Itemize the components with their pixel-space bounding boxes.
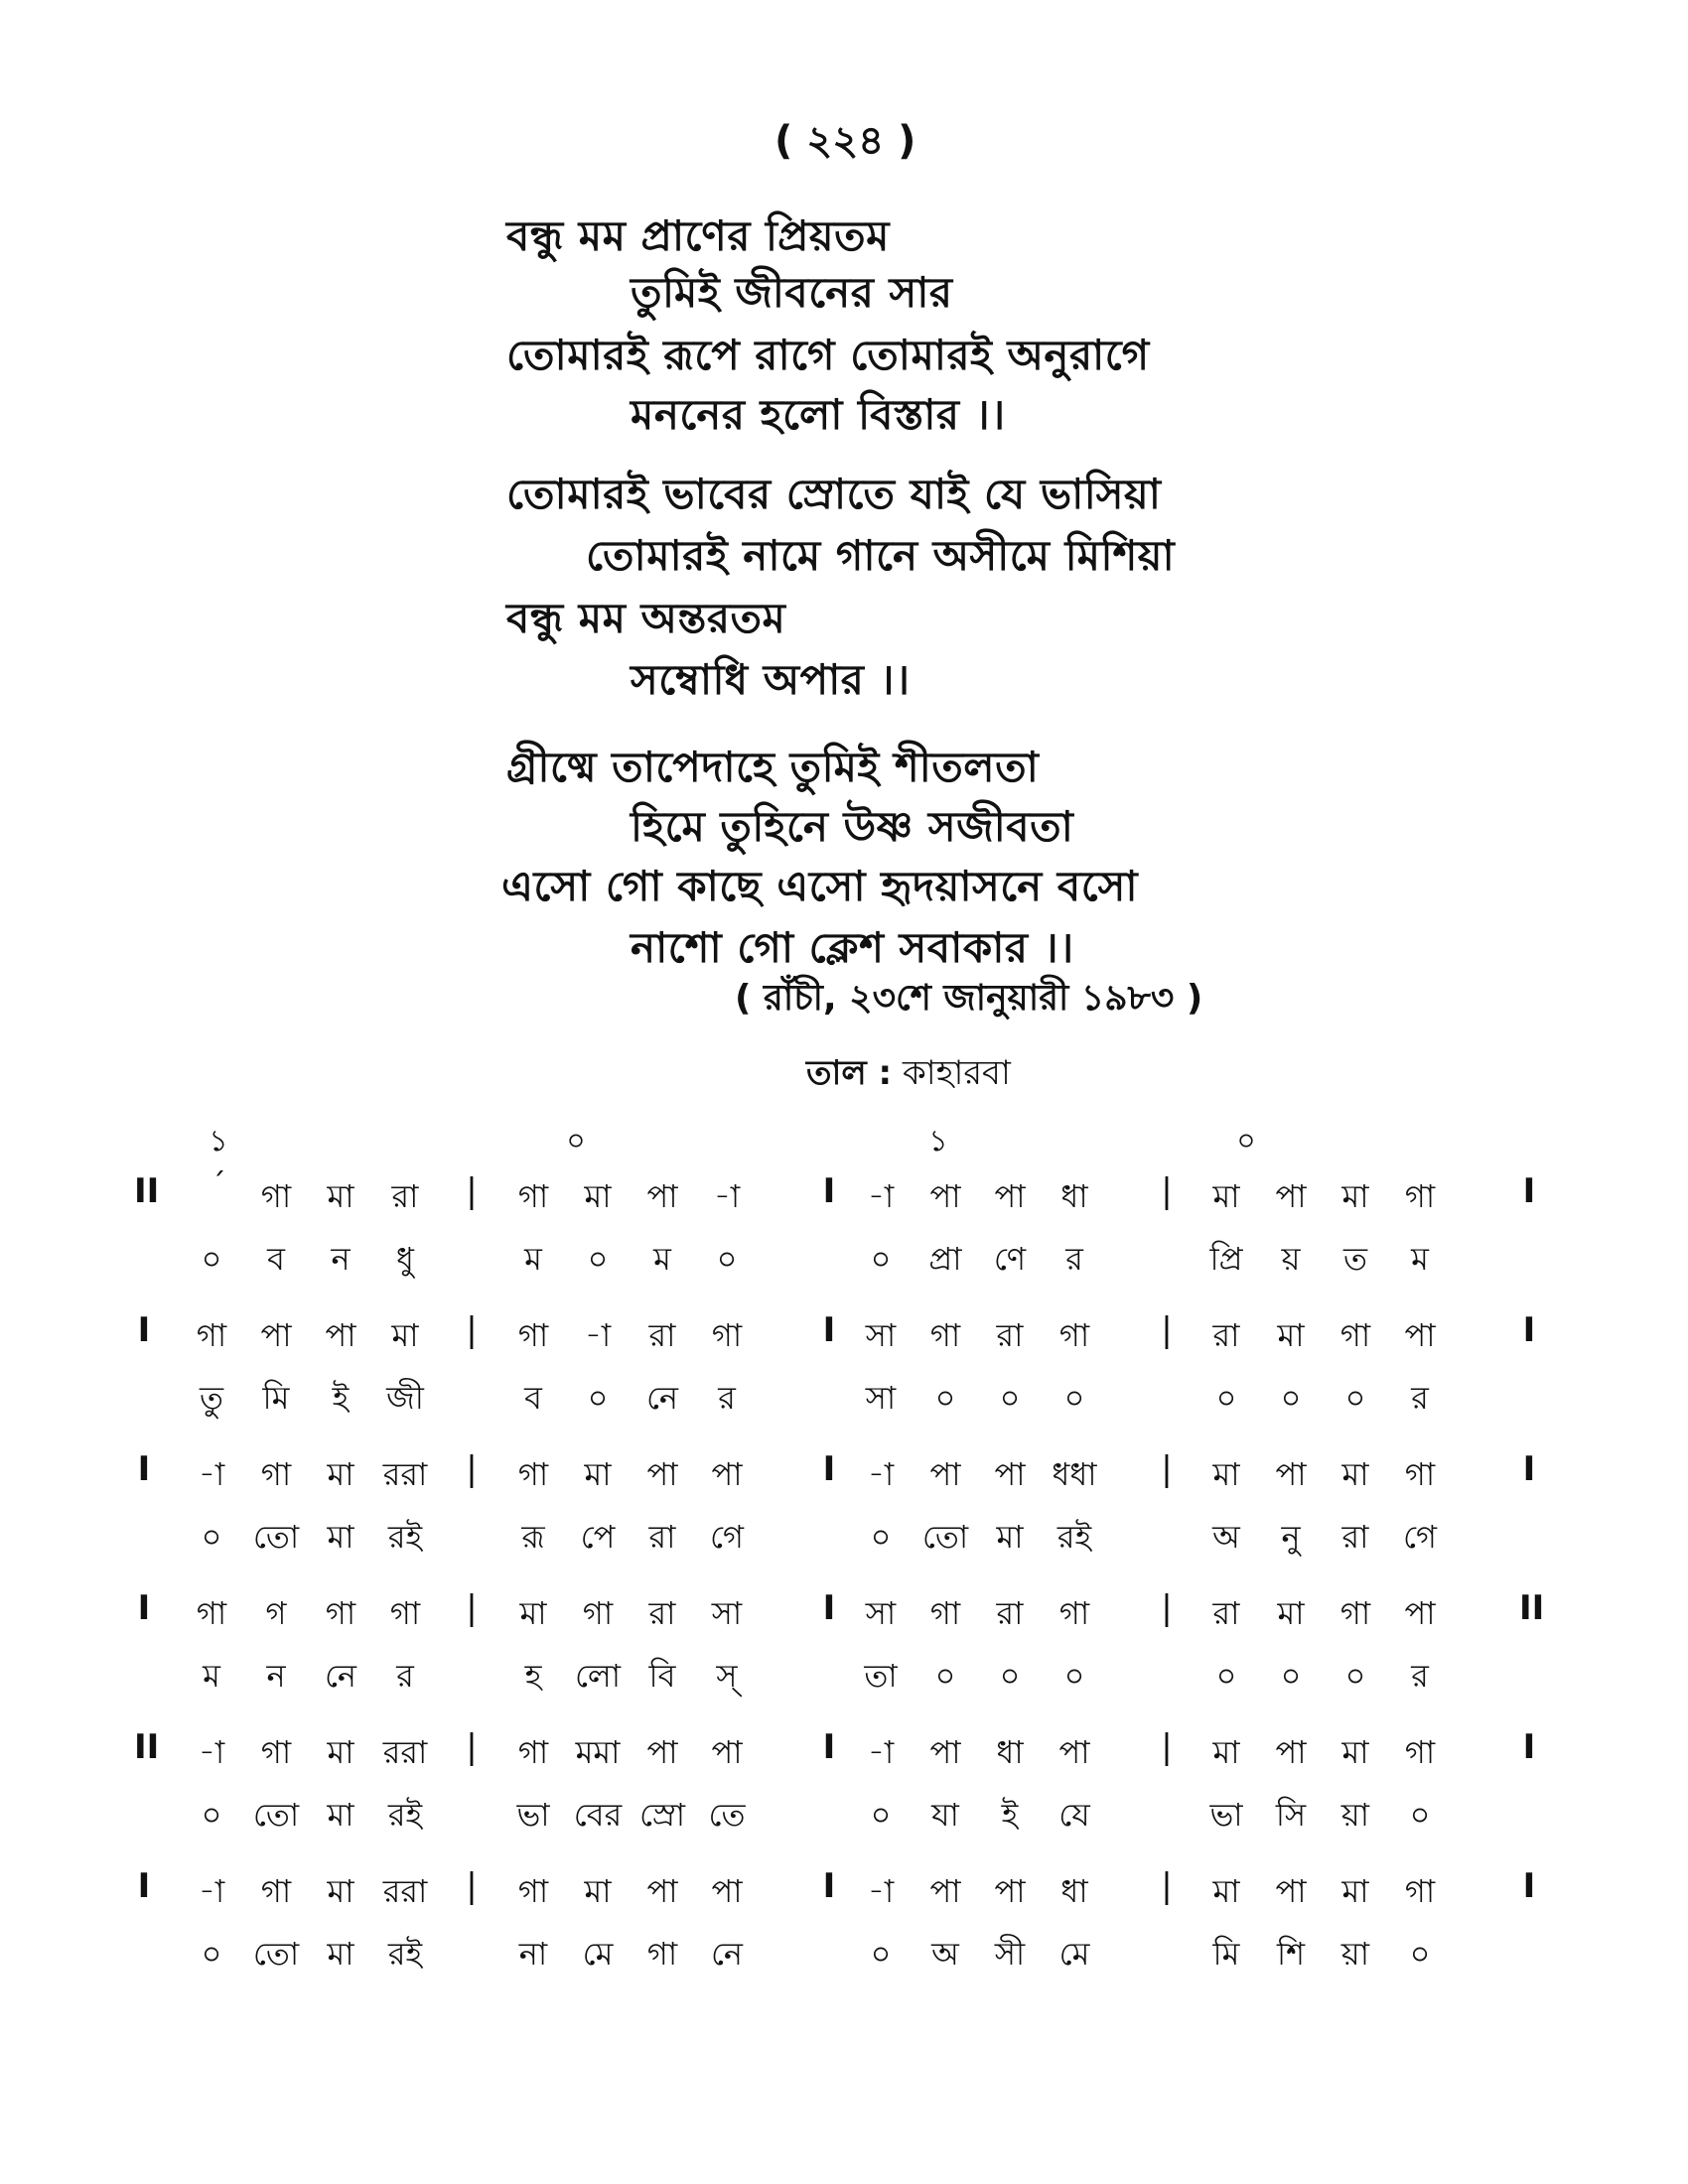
swara-note: গা xyxy=(1404,1177,1436,1215)
bar-line: | xyxy=(1161,1727,1173,1767)
swara-note: গা xyxy=(929,1316,961,1354)
swara-note: রা xyxy=(1212,1316,1240,1354)
word-syllable: রা xyxy=(648,1518,676,1556)
word-line xyxy=(0,1790,1688,1840)
swara-note: পা xyxy=(711,1733,743,1771)
word-syllable: গে xyxy=(710,1518,744,1556)
word-syllable: নু xyxy=(1281,1518,1301,1556)
swara-note: মা xyxy=(584,1177,612,1215)
word-syllable: রই xyxy=(387,1935,423,1973)
swara-note: -া xyxy=(198,1872,225,1910)
word-syllable: জী xyxy=(386,1379,424,1417)
beat-mark: ১ xyxy=(928,1124,948,1159)
word-syllable: ০ xyxy=(201,1796,222,1834)
swara-note: পা xyxy=(1275,1733,1307,1771)
swara-note: গা xyxy=(517,1316,549,1354)
bar-line: | xyxy=(466,1310,478,1350)
bar-line: I xyxy=(137,1449,151,1489)
word-syllable: ০ xyxy=(201,1518,222,1556)
swara-note: -া xyxy=(198,1455,225,1493)
word-line xyxy=(0,1651,1688,1701)
word-syllable: মা xyxy=(327,1935,354,1973)
swara-note: মা xyxy=(1212,1733,1240,1771)
word-syllable: তো xyxy=(921,1518,969,1556)
swara-note: ধা xyxy=(1060,1177,1088,1215)
swara-note: পা xyxy=(1404,1316,1436,1354)
swara-note: -া xyxy=(713,1177,741,1215)
lyric-line: তুমিই জীবনের সার xyxy=(631,268,953,317)
word-syllable: ০ xyxy=(1215,1657,1237,1695)
word-line xyxy=(0,1929,1688,1979)
word-line xyxy=(0,1234,1688,1284)
word-syllable: গে xyxy=(1403,1518,1437,1556)
swara-note: ররা xyxy=(382,1872,428,1910)
word-syllable: নে xyxy=(324,1657,357,1695)
word-line xyxy=(0,1373,1688,1423)
word-syllable: গা xyxy=(646,1935,678,1973)
swara-note: পা xyxy=(646,1177,678,1215)
swara-note: পা xyxy=(325,1316,356,1354)
swara-note: মা xyxy=(1341,1733,1369,1771)
swara-note: রা xyxy=(1212,1594,1240,1632)
bar-line: I xyxy=(822,1171,836,1211)
swara-note: গা xyxy=(389,1594,421,1632)
word-syllable: য়া xyxy=(1340,1935,1370,1973)
swara-note: গ xyxy=(265,1594,287,1632)
lyric-line: নাশো গো ক্লেশ সবাকার ।। xyxy=(631,923,1074,972)
swara-note: গা xyxy=(325,1594,356,1632)
word-syllable: ০ xyxy=(1063,1379,1085,1417)
swara-note: গা xyxy=(260,1177,292,1215)
swara-note: মা xyxy=(1277,1594,1305,1632)
word-syllable: মে xyxy=(1058,1935,1090,1973)
word-syllable: ০ xyxy=(999,1379,1021,1417)
swara-line xyxy=(0,1449,1688,1499)
swara-note: গা xyxy=(1058,1594,1090,1632)
word-syllable: ০ xyxy=(201,1240,222,1278)
swara-note: মা xyxy=(1277,1316,1305,1354)
swara-note: গা xyxy=(1339,1594,1371,1632)
swara-line xyxy=(0,1866,1688,1916)
bar-line: I xyxy=(137,1866,151,1906)
word-syllable: ন xyxy=(266,1657,286,1695)
word-syllable: র xyxy=(1065,1240,1083,1278)
word-syllable: যা xyxy=(931,1796,959,1834)
swara-note: মা xyxy=(327,1177,354,1215)
word-syllable: ব xyxy=(524,1379,542,1417)
page-number: ( ২২৪ ) xyxy=(774,118,916,164)
bar-line: | xyxy=(466,1866,478,1906)
bar-line: I xyxy=(822,1866,836,1906)
word-syllable: সি xyxy=(1275,1796,1307,1834)
bar-line: | xyxy=(466,1588,478,1628)
word-syllable: তা xyxy=(864,1657,898,1695)
word-syllable: রা xyxy=(1341,1518,1369,1556)
word-syllable: ০ xyxy=(870,1796,892,1834)
word-syllable: ০ xyxy=(1344,1657,1366,1695)
word-syllable: ধু xyxy=(396,1240,414,1278)
word-syllable: র xyxy=(1411,1657,1429,1695)
word-syllable: ০ xyxy=(934,1379,956,1417)
word-syllable: তু xyxy=(199,1379,223,1417)
word-line xyxy=(0,1512,1688,1562)
bar-line: | xyxy=(466,1727,478,1767)
word-syllable: র xyxy=(1411,1379,1429,1417)
swara-note: পা xyxy=(994,1177,1026,1215)
word-syllable: হ xyxy=(524,1657,542,1695)
swara-note: পা xyxy=(1275,1455,1307,1493)
swara-note: গা xyxy=(1404,1455,1436,1493)
word-syllable: লো xyxy=(574,1657,622,1695)
bar-line: | xyxy=(1161,1588,1173,1628)
swara-note: ধধা xyxy=(1052,1455,1097,1493)
bar-line: II xyxy=(134,1727,160,1767)
swara-note: সা xyxy=(865,1594,897,1632)
word-syllable: ভা xyxy=(1209,1796,1243,1834)
bar-line: | xyxy=(1161,1171,1173,1211)
word-syllable: ই xyxy=(1001,1796,1019,1834)
swara-note: গা xyxy=(1404,1733,1436,1771)
word-syllable: ণে xyxy=(993,1240,1027,1278)
word-syllable: অ xyxy=(1212,1518,1240,1556)
word-syllable: সী xyxy=(994,1935,1026,1973)
word-syllable: ভা xyxy=(516,1796,550,1834)
swara-note: মা xyxy=(1341,1177,1369,1215)
bar-line: I xyxy=(822,1588,836,1628)
word-syllable: নে xyxy=(710,1935,744,1973)
swara-note: মা xyxy=(391,1316,419,1354)
word-syllable: প্রি xyxy=(1209,1240,1243,1278)
word-syllable: ০ xyxy=(587,1240,609,1278)
swara-note: পা xyxy=(711,1455,743,1493)
bar-line: I xyxy=(1522,1310,1536,1350)
swara-note: পা xyxy=(646,1733,678,1771)
bar-line: II xyxy=(1519,1588,1545,1628)
swara-note: গা xyxy=(260,1733,292,1771)
swara-note: ররা xyxy=(382,1733,428,1771)
swara-note: মা xyxy=(1341,1872,1369,1910)
swara-note: পা xyxy=(711,1872,743,1910)
word-syllable: না xyxy=(518,1935,548,1973)
word-syllable: র xyxy=(718,1379,736,1417)
word-syllable: মা xyxy=(327,1518,354,1556)
swara-note: গা xyxy=(517,1177,549,1215)
word-syllable: মা xyxy=(327,1796,354,1834)
word-syllable: অ xyxy=(931,1935,959,1973)
bar-line: | xyxy=(466,1449,478,1489)
bar-line: I xyxy=(1522,1449,1536,1489)
swara-note: গা xyxy=(517,1455,549,1493)
swara-note: -া xyxy=(584,1316,612,1354)
swara-note: পা xyxy=(929,1455,961,1493)
swara-note: ররা xyxy=(382,1455,428,1493)
swara-note: পা xyxy=(994,1455,1026,1493)
word-syllable: য় xyxy=(1281,1240,1301,1278)
word-syllable: ম xyxy=(1411,1240,1429,1278)
word-syllable: ম xyxy=(203,1657,220,1695)
swara-note: গা xyxy=(1058,1316,1090,1354)
swara-note: মমা xyxy=(575,1733,621,1771)
swara-note: পা xyxy=(1404,1594,1436,1632)
swara-note: পা xyxy=(994,1872,1026,1910)
word-syllable: ০ xyxy=(934,1657,956,1695)
bar-line: I xyxy=(1522,1727,1536,1767)
swara-note: সা xyxy=(711,1594,743,1632)
word-syllable: প্রা xyxy=(928,1240,962,1278)
bar-line: I xyxy=(1522,1171,1536,1211)
swara-note: মা xyxy=(584,1455,612,1493)
lyric-line: বন্ধু মম প্রাণের প্রিয়তম xyxy=(506,211,890,260)
word-syllable: ০ xyxy=(1280,1657,1302,1695)
bar-line: I xyxy=(822,1449,836,1489)
bar-line: | xyxy=(466,1171,478,1211)
lyric-line: গ্রীষ্মে তাপেদাহে তুমিই শীতলতা xyxy=(506,743,1040,791)
word-syllable: য়া xyxy=(1340,1796,1370,1834)
bar-line: II xyxy=(134,1171,160,1211)
word-syllable: মি xyxy=(1212,1935,1240,1973)
swara-note: -া xyxy=(867,1177,895,1215)
word-syllable: ০ xyxy=(999,1657,1021,1695)
swara-note: ধা xyxy=(996,1733,1024,1771)
word-syllable: ০ xyxy=(201,1935,222,1973)
word-syllable: ০ xyxy=(1280,1379,1302,1417)
word-syllable: শি xyxy=(1276,1935,1306,1973)
word-syllable: মি xyxy=(262,1379,290,1417)
swara-line xyxy=(0,1727,1688,1777)
word-syllable: তে xyxy=(708,1796,746,1834)
bar-line: | xyxy=(1161,1866,1173,1906)
word-syllable: ০ xyxy=(870,1240,892,1278)
swara-note: গা xyxy=(517,1733,549,1771)
word-syllable: রই xyxy=(387,1796,423,1834)
word-syllable: রই xyxy=(1056,1518,1092,1556)
swara-note: মা xyxy=(327,1733,354,1771)
swara-note: -া xyxy=(867,1872,895,1910)
lyric-line: তোমারই রূপে রাগে তোমারই অনুরাগে xyxy=(506,331,1150,379)
word-syllable: স্রো xyxy=(639,1796,685,1834)
swara-note: গা xyxy=(929,1594,961,1632)
word-syllable: ০ xyxy=(1409,1935,1431,1973)
lyric-line: সম্বোধি অপার ।। xyxy=(631,655,911,704)
word-syllable: পে xyxy=(580,1518,616,1556)
swara-note: -া xyxy=(198,1733,225,1771)
swara-note: পা xyxy=(646,1872,678,1910)
word-syllable: ০ xyxy=(1409,1796,1431,1834)
swara-note: মা xyxy=(1212,1177,1240,1215)
swara-note: গা xyxy=(711,1316,743,1354)
swara-line xyxy=(0,1310,1688,1360)
lyric-line: হিমে তুহিনে উষ্ণ সজীবতা xyxy=(631,802,1074,851)
word-syllable: যে xyxy=(1058,1796,1090,1834)
swara-note: পা xyxy=(929,1177,961,1215)
swara-note: গা xyxy=(517,1872,549,1910)
beat-mark: ১´ xyxy=(209,1124,228,1202)
bar-line: I xyxy=(137,1588,151,1628)
beat-mark: ০ xyxy=(566,1124,586,1159)
swara-line xyxy=(0,1588,1688,1638)
word-syllable: বি xyxy=(648,1657,676,1695)
tala-label: তাল : xyxy=(806,1053,893,1093)
word-syllable: তো xyxy=(252,1935,300,1973)
word-syllable: তো xyxy=(252,1796,300,1834)
tala-line xyxy=(806,1047,1011,1104)
word-syllable: ন xyxy=(331,1240,351,1278)
word-syllable: ০ xyxy=(587,1379,609,1417)
bar-line: I xyxy=(137,1310,151,1350)
swara-note: রা xyxy=(391,1177,419,1215)
swara-note: -া xyxy=(867,1455,895,1493)
bar-line: I xyxy=(822,1727,836,1767)
word-syllable: ০ xyxy=(1063,1657,1085,1695)
word-syllable: ত xyxy=(1342,1240,1367,1278)
word-syllable: ০ xyxy=(716,1240,738,1278)
bar-line: I xyxy=(1522,1866,1536,1906)
word-syllable: তো xyxy=(252,1518,300,1556)
swara-note: রা xyxy=(648,1316,676,1354)
swara-line xyxy=(0,1171,1688,1221)
swara-note: মা xyxy=(1212,1872,1240,1910)
word-syllable: ম xyxy=(653,1240,671,1278)
swara-note: রা xyxy=(648,1594,676,1632)
word-syllable: র xyxy=(396,1657,414,1695)
word-syllable: মা xyxy=(996,1518,1024,1556)
word-syllable: ই xyxy=(332,1379,350,1417)
lyric-line: এসো গো কাছে এসো হৃদয়াসনে বসো xyxy=(501,862,1139,910)
word-syllable: নে xyxy=(645,1379,679,1417)
lyric-line: বন্ধু মম অন্তরতম xyxy=(506,594,786,642)
swara-note: পা xyxy=(1275,1177,1307,1215)
swara-note: পা xyxy=(260,1316,292,1354)
swara-note: পা xyxy=(929,1733,961,1771)
dateline: ( রাঁচী, ২৩শে জানুয়ারী ১৯৮৩ ) xyxy=(735,978,1203,1019)
swara-note: পা xyxy=(1275,1872,1307,1910)
swara-note: পা xyxy=(1058,1733,1090,1771)
word-syllable: মে xyxy=(582,1935,614,1973)
swara-note: ধা xyxy=(1060,1872,1088,1910)
swara-note: গা xyxy=(260,1872,292,1910)
swara-note: গা xyxy=(260,1455,292,1493)
swara-note: গা xyxy=(196,1316,227,1354)
word-syllable: বের xyxy=(573,1796,623,1834)
bar-line: | xyxy=(1161,1449,1173,1489)
word-syllable: ম xyxy=(524,1240,542,1278)
swara-note: -া xyxy=(867,1733,895,1771)
word-syllable: রূ xyxy=(521,1518,545,1556)
swara-note: মা xyxy=(1212,1455,1240,1493)
swara-note: মা xyxy=(327,1455,354,1493)
swara-note: গা xyxy=(582,1594,614,1632)
lyric-line: তোমারই নামে গানে অসীমে মিশিয়া xyxy=(586,531,1176,580)
word-syllable: ০ xyxy=(870,1935,892,1973)
swara-note: রা xyxy=(996,1594,1024,1632)
swara-note: পা xyxy=(646,1455,678,1493)
tala-name: কাহারবা xyxy=(902,1053,1011,1093)
swara-note: মা xyxy=(519,1594,547,1632)
swara-note: গা xyxy=(1339,1316,1371,1354)
word-syllable: স্ xyxy=(716,1657,738,1695)
word-syllable: ব xyxy=(267,1240,285,1278)
swara-note: রা xyxy=(996,1316,1024,1354)
lyric-line: মননের হলো বিস্তার ।। xyxy=(631,390,1006,439)
word-syllable: ০ xyxy=(1215,1379,1237,1417)
word-syllable: ০ xyxy=(1344,1379,1366,1417)
bar-line: | xyxy=(1161,1310,1173,1350)
lyric-line: তোমারই ভাবের স্রোতে যাই যে ভাসিয়া xyxy=(506,470,1162,518)
swara-note: গা xyxy=(196,1594,227,1632)
swara-note: পা xyxy=(929,1872,961,1910)
word-syllable: রই xyxy=(387,1518,423,1556)
bar-line: I xyxy=(822,1310,836,1350)
swara-note: মা xyxy=(1341,1455,1369,1493)
beat-mark: ০ xyxy=(1236,1124,1256,1159)
swara-note: মা xyxy=(584,1872,612,1910)
swara-note: গা xyxy=(1404,1872,1436,1910)
swara-note: মা xyxy=(327,1872,354,1910)
swara-note: সা xyxy=(865,1316,897,1354)
word-syllable: সা xyxy=(865,1379,897,1417)
word-syllable: ০ xyxy=(870,1518,892,1556)
